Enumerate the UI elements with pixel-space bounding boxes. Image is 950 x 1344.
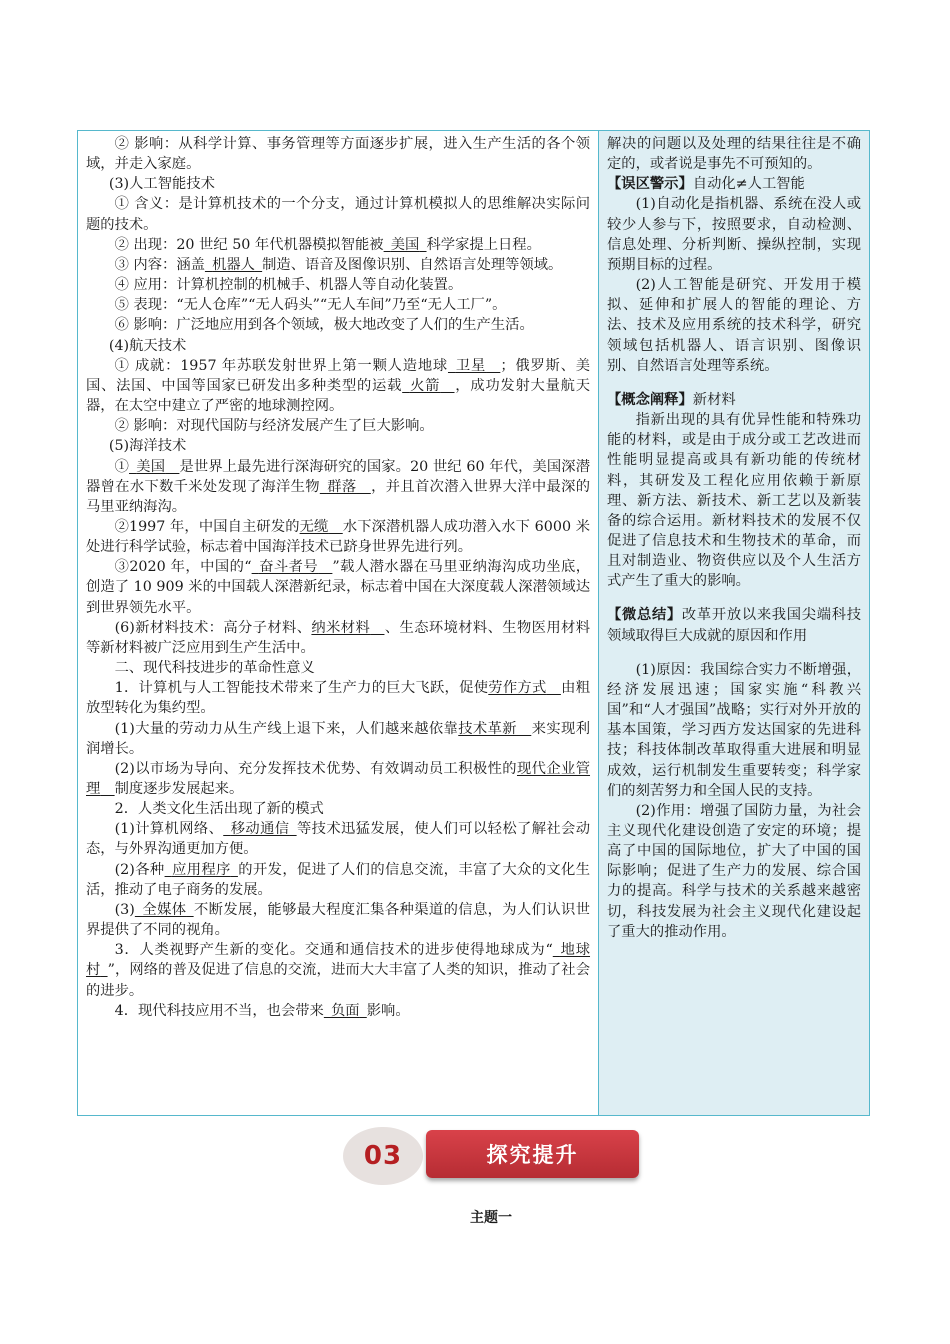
ocean-heading: (5)海洋技术 — [108, 438, 187, 455]
summary-heading: 【微总结】改革开放以来我国尖端科技领域取得巨大成就的原因和作用 — [607, 607, 862, 644]
summary-reasons: (1)原因：我国综合实力不断增强，经济发展迅速；国家实施“科教兴国”和“人才强国”战略；实行对外开放的基本国策，学习西方发达国家的先进科技；科技体制改革取得重大进展和明显成效，运行机制发生重要转变；科学家们的刻苦努力和全国人民的支持。 — [607, 661, 861, 799]
answer-blank: 机器人 — [212, 256, 255, 273]
content-table — [77, 130, 870, 1116]
significance-1-2: (2)以市场为导向、充分发挥技术优势、有效调动员工积极性的现代企业管理 制度逐步发展起来。 — [86, 760, 591, 797]
ai-heading: (3)人工智能技术 — [108, 176, 215, 193]
ocean-item-2: ②1997 年，中国自主研发的无缆 水下深潜机器人成功潜入水下 6000 米处进行科学试验，标志着中国海洋技术已跻身世界先进行列。 — [86, 518, 591, 556]
answer-blank: 移动通信 — [230, 821, 290, 838]
answer-blank: 纳米材料 — [311, 619, 371, 636]
answer-blank: 火箭 — [409, 377, 441, 394]
misconception-tag: 【误区警示】 — [607, 176, 693, 193]
misconception-point-2: (2)人工智能是研究、开发用于模拟、延伸和扩展人的智能的理论、方法、技术及应用系统的技术科学，研究领域包括机器人、语言识别、图像识别、自然语言处理等系统。 — [607, 277, 861, 374]
concept-body: 指新出现的具有优异性能和特殊功能的材料，或是由于成分或工艺改进而性能明显提高或具有新功能的传统材料，其研发及工程化应用依赖于新原理、新方法、新技术、新工艺以及新装备的综合运用。新材料技术的发展不仅促进了信息技术和生物技术的革命，而且对制造业、物资供应以及个人生活方式产生了重大的影响。 — [607, 412, 861, 590]
concept-heading: 【概念阐释】新材料 — [607, 391, 736, 408]
misconception-point-1: (1)自动化是指机器、系统在没人或较少人参与下，按照要求，自动检测、信息处理、分析判断、操纵控制，实现预期目标的过程。 — [607, 196, 861, 273]
answer-blank: 地球村 — [86, 942, 591, 979]
ocean-item-1: ① 美国 是世界上最先进行深海研究的国家。20 世纪 60 年代，美国深潜器曾在水下数千米处发现了海洋生物 群落 ，并且首次潜入世界大洋中最深的马里亚纳海沟。 — [86, 458, 591, 515]
answer-blank: 负面 — [331, 1002, 360, 1019]
misconception-heading: 【误区警示】自动化≠人工智能 — [607, 176, 805, 193]
significance-4: 4．现代科技应用不当，也会带来 负面 影响。 — [114, 1002, 410, 1019]
ai-definition: ① 含义：是计算机技术的一个分支，通过计算机模拟人的思维解决实际问题的技术。 — [86, 196, 590, 233]
answer-blank: 群落 — [326, 478, 357, 495]
answer-blank: 美国 — [136, 458, 166, 475]
answer-blank: 劳作方式 — [488, 680, 547, 697]
note-continuation: 解决的问题以及处理的结果往往是不确定的，或者说是事先不可预知的。 — [607, 136, 861, 173]
section-two-heading: 二、现代科技进步的革命性意义 — [114, 660, 315, 677]
main-column — [78, 131, 599, 1115]
answer-blank: 奋斗者号 — [258, 559, 319, 576]
ai-origin: ② 出现：20 世纪 50 年代机器模拟智能被 美国 科学家提上日程。 — [114, 236, 541, 253]
significance-3: 3．人类视野产生新的变化。交通和通信技术的进步使得地球成为“ 地球村 ”，网络的普及促进了信息的交流，进而大大丰富了人类的知识，推动了社会的进步。 — [86, 942, 591, 999]
answer-blank: 美国 — [390, 236, 420, 253]
answer-blank: 应用程序 — [171, 861, 231, 878]
space-achievement: ① 成就：1957 年苏联发射世界上第一颗人造地球 卫星 ；俄罗斯、美国、法国、中国等国家已研发出多种类型的运载 火箭 ，成功发射大量航天器，在太空中建立了严密的地球测控网。 — [86, 357, 591, 415]
answer-blank: 现代企业管理 — [86, 760, 591, 797]
ai-expression: ⑤ 表现：“无人仓库”“无人码头”“无人车间”乃至“无人工厂”。 — [114, 297, 507, 314]
answer-blank: 技术革新 — [458, 720, 517, 737]
summary-effects: (2)作用：增强了国防力量，为社会主义现代化建设创造了安定的环境；提高了中国的国际地位，扩大了中国的国际影响；促进了生产力的发展、综合国力的提高。科学与技术的关系越来越密切，科技发展为社会主义现代化建设起了重大的推动作用。 — [607, 802, 861, 940]
ai-content: ③ 内容：涵盖 机器人 制造、语音及图像识别、自然语言处理等领域。 — [114, 256, 563, 273]
ai-impact: ⑥ 影响：广泛地应用到各个领域，极大地改变了人们的生产生活。 — [114, 317, 534, 334]
answer-blank: 卫星 — [455, 357, 487, 374]
space-impact: ② 影响：对现代国防与经济发展产生了巨大影响。 — [114, 418, 434, 435]
ocean-item-3: ③2020 年，中国的“ 奋斗者号 ”载人潜水器在马里亚纳海沟成功坐底，创造了 10 909 米的中国载人深潜新纪录，标志着中国在大深度载人深潜领域达到世界领先水平。 — [86, 559, 590, 616]
new-material-tech: (6)新材料技术：高分子材料、纳米材料 、生态环境材料、生物医用材料等新材料被广泛应用到生产生活中。 — [86, 619, 590, 656]
computer-impact: ② 影响：从科学计算、事务管理等方面逐步扩展，进入生产生活的各个领域，并走入家庭。 — [86, 136, 590, 173]
space-heading: (4)航天技术 — [108, 337, 187, 354]
significance-2-1: (1)计算机网络、 移动通信 等技术迅猛发展，使人们可以轻松了解社会动态，与外界沟通更加方便。 — [86, 821, 590, 858]
section-title-banner: 探究提升 — [426, 1130, 639, 1178]
concept-tag: 【概念阐释】 — [607, 391, 693, 408]
significance-2-3: (3) 全媒体 不断发展，能够最大程度汇集各种渠道的信息，为人们认识世界提供了不同的视角。 — [86, 901, 591, 939]
significance-1: 1．计算机与人工智能技术带来了生产力的巨大飞跃，促使劳作方式 由粗放型转化为集约型。 — [86, 680, 591, 717]
section-banner — [331, 1127, 646, 1187]
significance-1-1: (1)大量的劳动力从生产线上退下来，人们越来越依靠技术革新 来实现利润增长。 — [86, 720, 591, 757]
subject-heading: 主题一 — [470, 1210, 512, 1226]
answer-blank: 无缆 — [299, 518, 329, 535]
significance-2-2: (2)各种 应用程序 的开发，促进了人们的信息交流，丰富了大众的文化生活，推动了电子商务的发展。 — [86, 861, 591, 898]
answer-blank: 全媒体 — [142, 901, 187, 918]
ai-application: ④ 应用：计算机控制的机械手、机器人等自动化装置。 — [114, 277, 463, 294]
summary-tag: 【微总结】 — [607, 607, 682, 624]
significance-2: 2．人类文化生活出现了新的模式 — [114, 801, 324, 818]
side-notes-column — [599, 131, 869, 1115]
section-number-badge: 03 — [343, 1127, 423, 1185]
